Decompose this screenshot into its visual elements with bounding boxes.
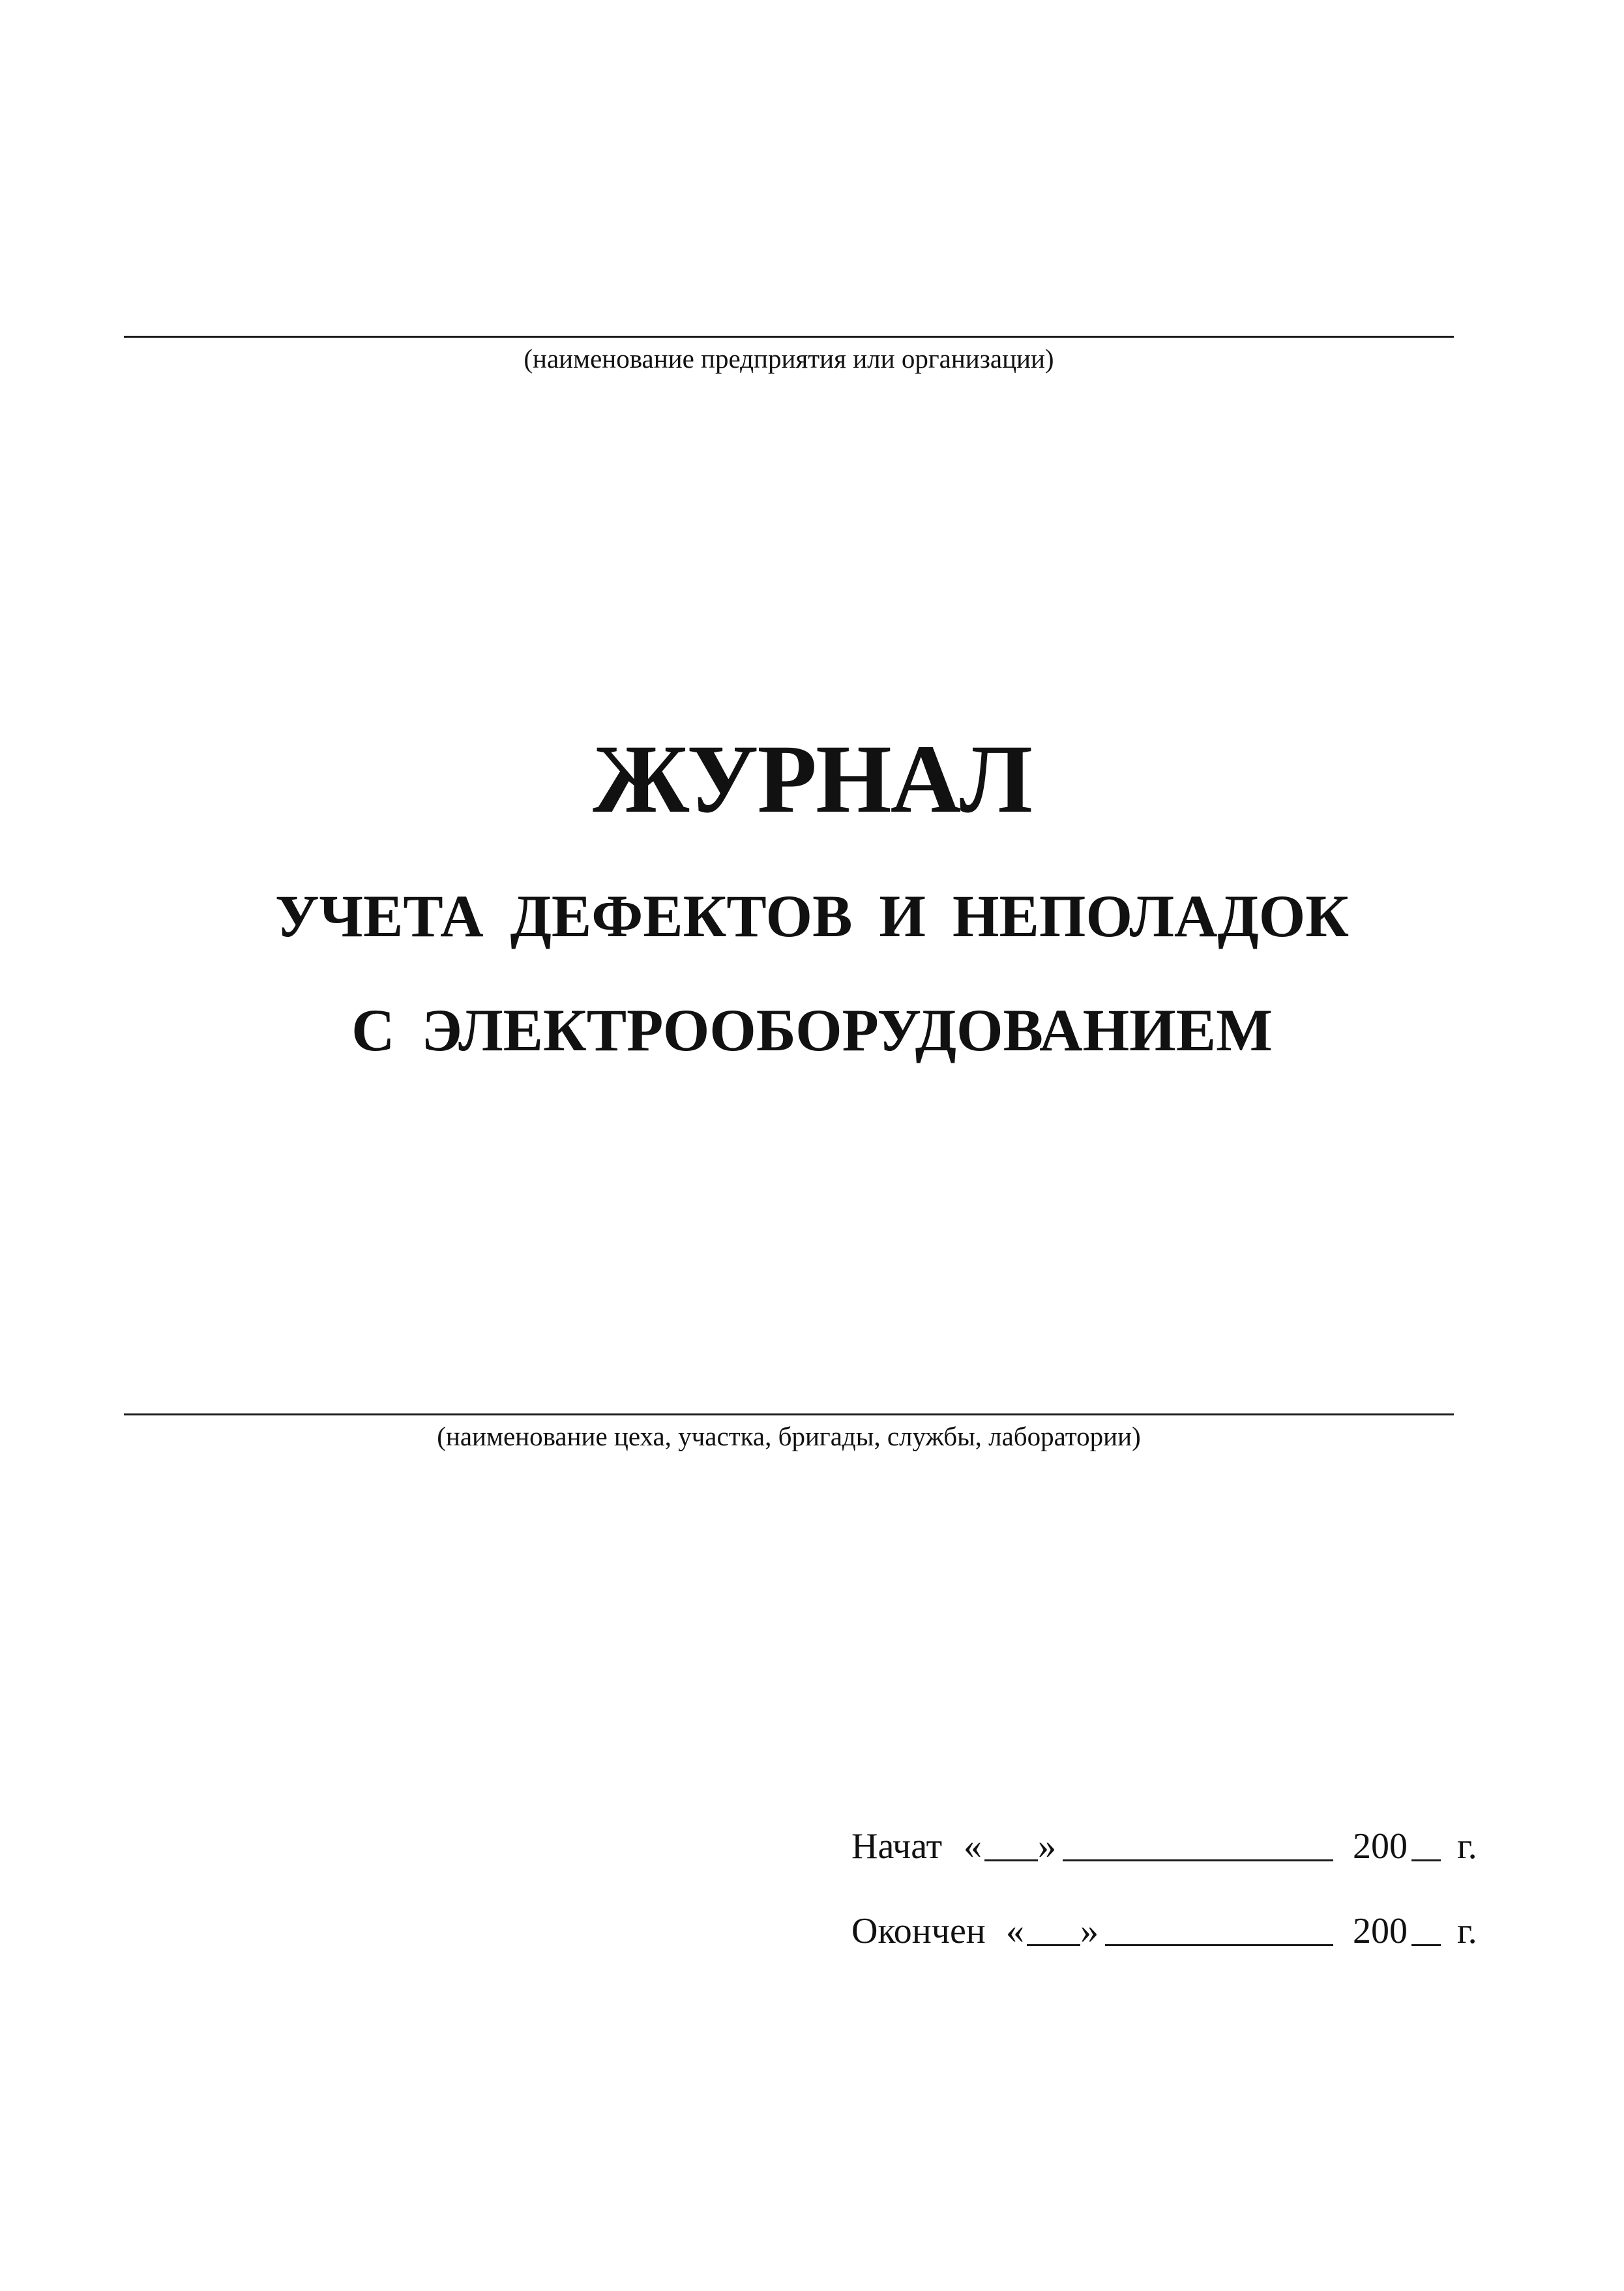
started-label: Начат (851, 1826, 943, 1867)
started-close-quote: » (1038, 1826, 1056, 1867)
ended-open-quote: « (1006, 1911, 1024, 1951)
ended-year-prefix: 200 (1353, 1911, 1408, 1951)
started-month-field[interactable] (1063, 1859, 1333, 1861)
organization-name-line[interactable] (124, 336, 1454, 338)
organization-caption: (наименование предприятия или организации) (524, 344, 1054, 374)
started-year-field[interactable] (1411, 1859, 1441, 1861)
started-day-field[interactable] (984, 1859, 1038, 1861)
ended-date-row (0, 1910, 1624, 1952)
journal-title: ЖУРНАЛ (593, 725, 1031, 833)
ended-year-suffix: г. (1457, 1911, 1477, 1951)
ended-month-field[interactable] (1105, 1944, 1333, 1946)
started-year-suffix: г. (1457, 1826, 1477, 1867)
started-date-row (0, 1825, 1624, 1867)
ended-year-field[interactable] (1411, 1944, 1441, 1946)
started-open-quote: « (964, 1826, 982, 1867)
journal-subtitle-line-1: УЧЕТА ДЕФЕКТОВ И НЕПОЛАДОК (274, 883, 1350, 949)
ended-label: Окончен (851, 1911, 986, 1951)
started-year-prefix: 200 (1353, 1826, 1408, 1867)
ended-close-quote: » (1080, 1911, 1099, 1951)
journal-subtitle-line-2: С ЭЛЕКТРООБОРУДОВАНИЕМ (351, 997, 1273, 1063)
department-caption: (наименование цеха, участка, бригады, службы, лаборатории) (437, 1421, 1141, 1451)
department-name-line[interactable] (124, 1413, 1454, 1415)
ended-day-field[interactable] (1027, 1944, 1080, 1946)
